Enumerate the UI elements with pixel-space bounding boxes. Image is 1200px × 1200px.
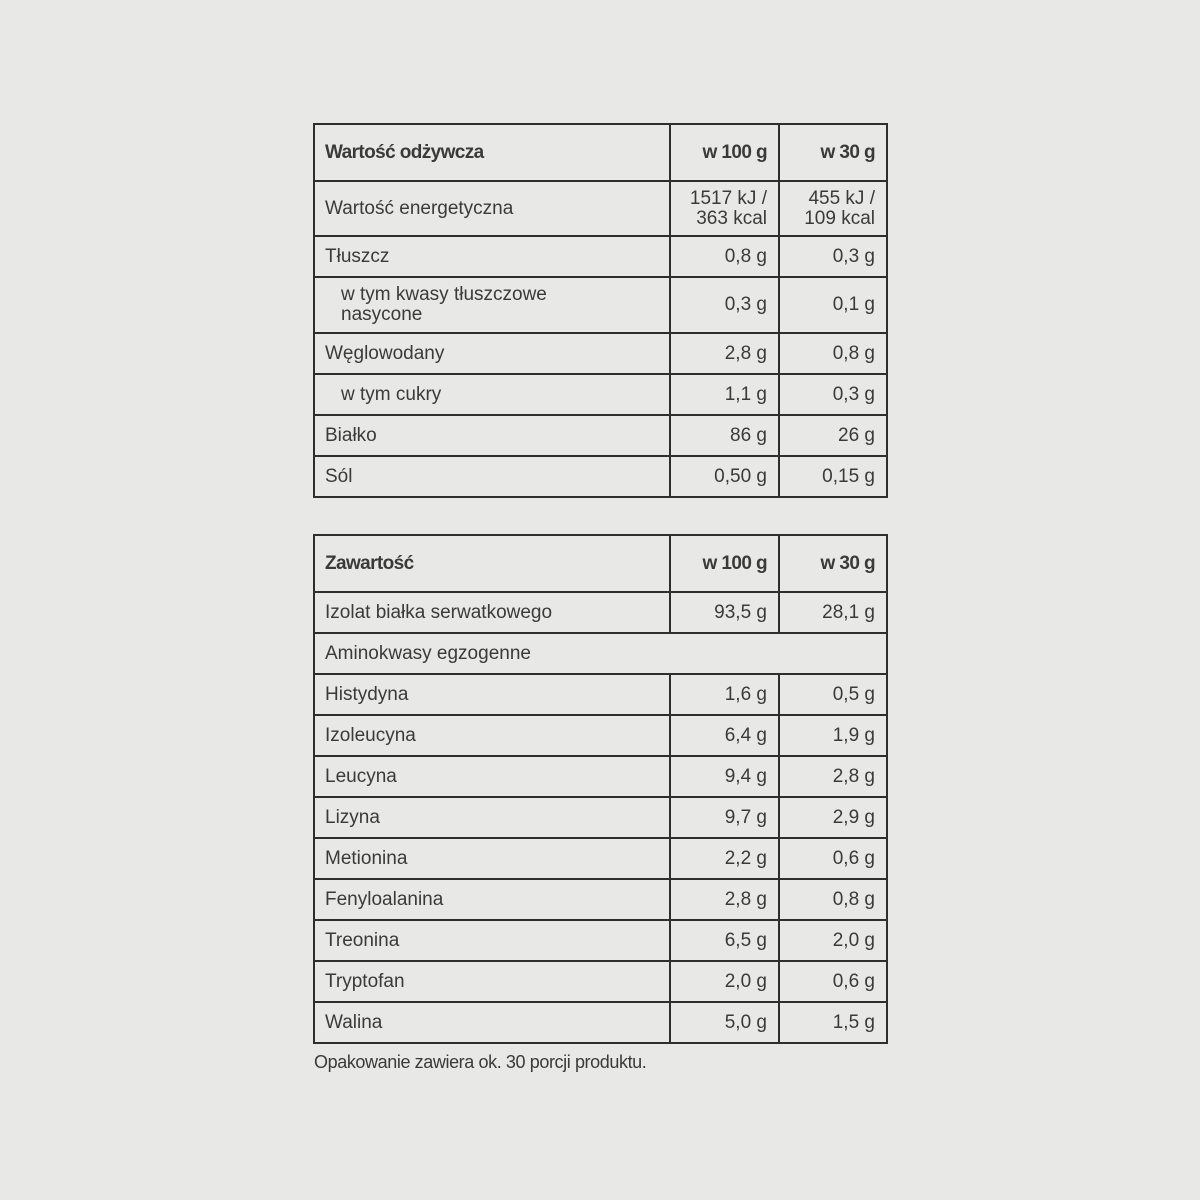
table-row bbox=[314, 961, 887, 1002]
row-label-line2: nasycone bbox=[341, 304, 423, 325]
energy-per100 bbox=[670, 181, 779, 236]
nutrition-header-per100: w 100 g bbox=[670, 124, 779, 181]
row-per30: 0,3 g bbox=[779, 374, 887, 415]
row-per100: 1,6 g bbox=[670, 674, 779, 715]
energy-per30-kj: 455 kJ / bbox=[808, 187, 875, 209]
table-row bbox=[314, 456, 887, 497]
row-per30: 1,9 g bbox=[779, 715, 887, 756]
table-row bbox=[314, 756, 887, 797]
content-header-per30: w 30 g bbox=[779, 535, 887, 592]
row-label-line1: w tym kwasy tłuszczowe bbox=[341, 284, 547, 305]
row-per100: 1,1 g bbox=[670, 374, 779, 415]
row-per100: 0,3 g bbox=[670, 277, 779, 333]
row-per30: 26 g bbox=[779, 415, 887, 456]
row-label: Treonina bbox=[314, 920, 670, 961]
row-per100: 5,0 g bbox=[670, 1002, 779, 1043]
row-per100: 2,0 g bbox=[670, 961, 779, 1002]
isolate-label: Izolat białka serwatkowego bbox=[314, 592, 670, 633]
row-label: Izoleucyna bbox=[314, 715, 670, 756]
row-label: Leucyna bbox=[314, 756, 670, 797]
row-per100: 0,8 g bbox=[670, 236, 779, 277]
isolate-per100: 93,5 g bbox=[670, 592, 779, 633]
row-label: Tłuszcz bbox=[314, 236, 670, 277]
row-per100: 86 g bbox=[670, 415, 779, 456]
row-per100: 0,50 g bbox=[670, 456, 779, 497]
energy-per100-kj: 1517 kJ / bbox=[689, 187, 767, 209]
energy-per100-kcal: 363 kcal bbox=[696, 207, 767, 229]
row-per30: 2,0 g bbox=[779, 920, 887, 961]
row-per100: 6,5 g bbox=[670, 920, 779, 961]
row-per30: 0,6 g bbox=[779, 838, 887, 879]
row-per100: 9,4 g bbox=[670, 756, 779, 797]
table-row bbox=[314, 879, 887, 920]
row-per30: 0,8 g bbox=[779, 333, 887, 374]
row-per30: 2,8 g bbox=[779, 756, 887, 797]
nutrition-header-label: Wartość odżywcza bbox=[314, 124, 670, 181]
table-row bbox=[314, 715, 887, 756]
row-per30: 0,5 g bbox=[779, 674, 887, 715]
section-row bbox=[314, 633, 887, 674]
row-label bbox=[314, 277, 670, 333]
table-row bbox=[314, 374, 887, 415]
content-header-label: Zawartość bbox=[314, 535, 670, 592]
row-label: Metionina bbox=[314, 838, 670, 879]
row-per30: 0,6 g bbox=[779, 961, 887, 1002]
table-row bbox=[314, 838, 887, 879]
content-header-row bbox=[314, 535, 887, 592]
table-row bbox=[314, 920, 887, 961]
table-row bbox=[314, 333, 887, 374]
table-row bbox=[314, 415, 887, 456]
row-per100: 9,7 g bbox=[670, 797, 779, 838]
row-label: Węglowodany bbox=[314, 333, 670, 374]
section-label: Aminokwasy egzogenne bbox=[314, 633, 887, 674]
row-per30: 1,5 g bbox=[779, 1002, 887, 1043]
row-per30: 2,9 g bbox=[779, 797, 887, 838]
row-per30: 0,8 g bbox=[779, 879, 887, 920]
isolate-per30: 28,1 g bbox=[779, 592, 887, 633]
table-row bbox=[314, 674, 887, 715]
servings-footnote: Opakowanie zawiera ok. 30 porcji produktu. bbox=[314, 1052, 647, 1072]
content-header-per100: w 100 g bbox=[670, 535, 779, 592]
row-per100: 2,8 g bbox=[670, 333, 779, 374]
row-label: Lizyna bbox=[314, 797, 670, 838]
row-per100: 6,4 g bbox=[670, 715, 779, 756]
table-row bbox=[314, 181, 887, 236]
row-per100: 2,8 g bbox=[670, 879, 779, 920]
content-table bbox=[313, 534, 888, 1044]
table-row bbox=[314, 1002, 887, 1043]
table-row bbox=[314, 236, 887, 277]
row-per30: 0,15 g bbox=[779, 456, 887, 497]
nutrition-table bbox=[313, 123, 888, 498]
table-row bbox=[314, 592, 887, 633]
energy-per30-kcal: 109 kcal bbox=[804, 207, 875, 229]
table-row bbox=[314, 277, 887, 333]
row-label: Tryptofan bbox=[314, 961, 670, 1002]
energy-per30 bbox=[779, 181, 887, 236]
row-label: Fenyloalanina bbox=[314, 879, 670, 920]
table-row bbox=[314, 797, 887, 838]
row-per100: 2,2 g bbox=[670, 838, 779, 879]
row-per30: 0,3 g bbox=[779, 236, 887, 277]
row-per30: 0,1 g bbox=[779, 277, 887, 333]
nutrition-header-row bbox=[314, 124, 887, 181]
row-label: Walina bbox=[314, 1002, 670, 1043]
row-label: Histydyna bbox=[314, 674, 670, 715]
energy-label: Wartość energetyczna bbox=[314, 181, 670, 236]
row-label: Sól bbox=[314, 456, 670, 497]
row-label: w tym cukry bbox=[314, 374, 670, 415]
row-label: Białko bbox=[314, 415, 670, 456]
nutrition-header-per30: w 30 g bbox=[779, 124, 887, 181]
